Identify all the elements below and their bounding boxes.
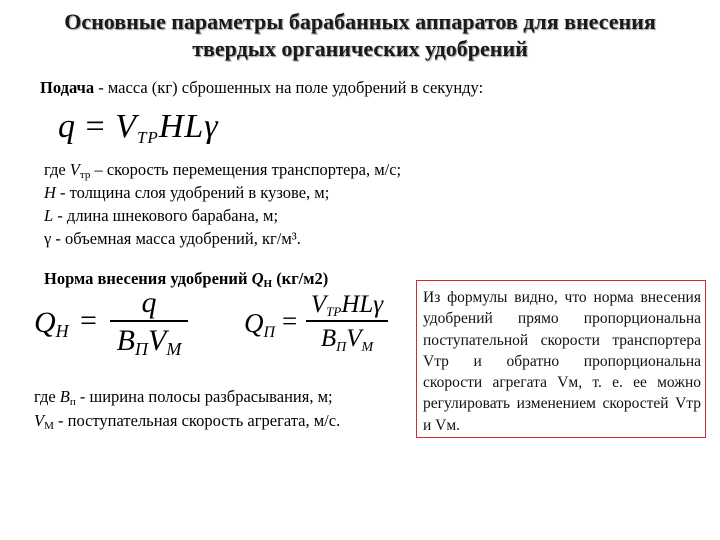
formula1-eq: = [76,108,116,145]
variable-symbol: V [69,160,80,179]
den-b: B [320,325,337,352]
variable-prefix: где [44,160,70,179]
variable-text: - толщина слоя удобрений в кузове, м; [55,183,330,202]
formula2-numerator: q [141,286,157,319]
den-v-sub: M [361,340,374,355]
variable-symbol: V [34,411,45,430]
formula3-fraction [306,290,388,354]
den-v: V [346,325,362,352]
formula2-denominator [110,322,188,358]
formula2-q-sub: H [55,321,69,341]
variable-line-2 [44,183,329,203]
formula3-q-sub: П [263,324,276,341]
formula3-lhs [244,308,275,342]
feed-term: Подача [40,78,95,97]
den-b-sub: П [336,340,347,355]
variable-text: – скорость перемещения транспортера, м/с; [90,160,402,179]
bottom-variable-line-2 [34,411,340,432]
slide-title [20,8,700,62]
formula3-numerator [306,290,388,320]
num-v-sub: TP [326,304,342,319]
variable-text: - поступательная скорость агрегата, м/с. [53,411,341,430]
formula1-lhs: q [58,108,76,145]
variable-line-3 [44,206,278,226]
num-v: V [310,291,327,318]
den-v: V [148,324,167,357]
norm-unit: (кг/м2) [272,269,329,288]
formula2-lhs [34,306,69,342]
feed-formula [58,108,219,148]
den-v-sub: M [166,339,182,359]
variable-line-4 [44,229,301,249]
formula3-eq: = [282,306,298,336]
variable-subscript: тр [79,169,91,181]
bottom-variable-line-1 [34,387,333,408]
feed-definition-text: - масса (кг) сброшенных на поле удобрений в секунду: [94,78,484,97]
formula2-q: Q [34,306,56,339]
variable-line-1 [44,160,401,181]
norm-symbol: Q [251,269,264,288]
variable-symbol: γ [44,229,52,248]
formula3-q: Q [244,308,264,338]
formula1-v-sub: TP [136,128,159,147]
variable-subscript: M [44,420,54,432]
formula2-fraction [110,286,188,358]
formula3-denominator [306,322,388,354]
formula1-rest: HLγ [158,108,219,145]
conclusion-note-box: Из формулы видно, что норма внесения удобрений прямо пропорциональна поступательной скорости транспортера Vтр и обратно пропорциональна скорости агрегата Vм, т. е. ее можно регулировать изменением скоростей Vтр и Vм. [416,280,706,438]
norm-subscript: Н [263,278,273,290]
title-line-1: Основные параметры барабанных аппаратов для внесения [64,9,656,34]
den-b: B [116,324,135,357]
variable-subscript: п [69,396,76,408]
variable-text: - ширина полосы разбрасывания, м; [75,387,333,406]
formula2-eq: = [80,304,97,337]
title-line-2: твердых органических удобрений [192,36,528,61]
norm-label: Норма внесения удобрений [44,269,252,288]
formula1-v: V [115,108,137,145]
variable-text: - объемная масса удобрений, кг/м³. [51,229,301,248]
variable-symbol: H [44,183,56,202]
den-b-sub: П [135,339,148,359]
num-rest: HLγ [341,291,384,318]
variable-symbol: B [59,387,70,406]
variable-text: - длина шнекового барабана, м; [53,206,279,225]
variable-prefix: где [34,387,60,406]
feed-definition [40,78,483,98]
variable-symbol: L [44,206,54,225]
